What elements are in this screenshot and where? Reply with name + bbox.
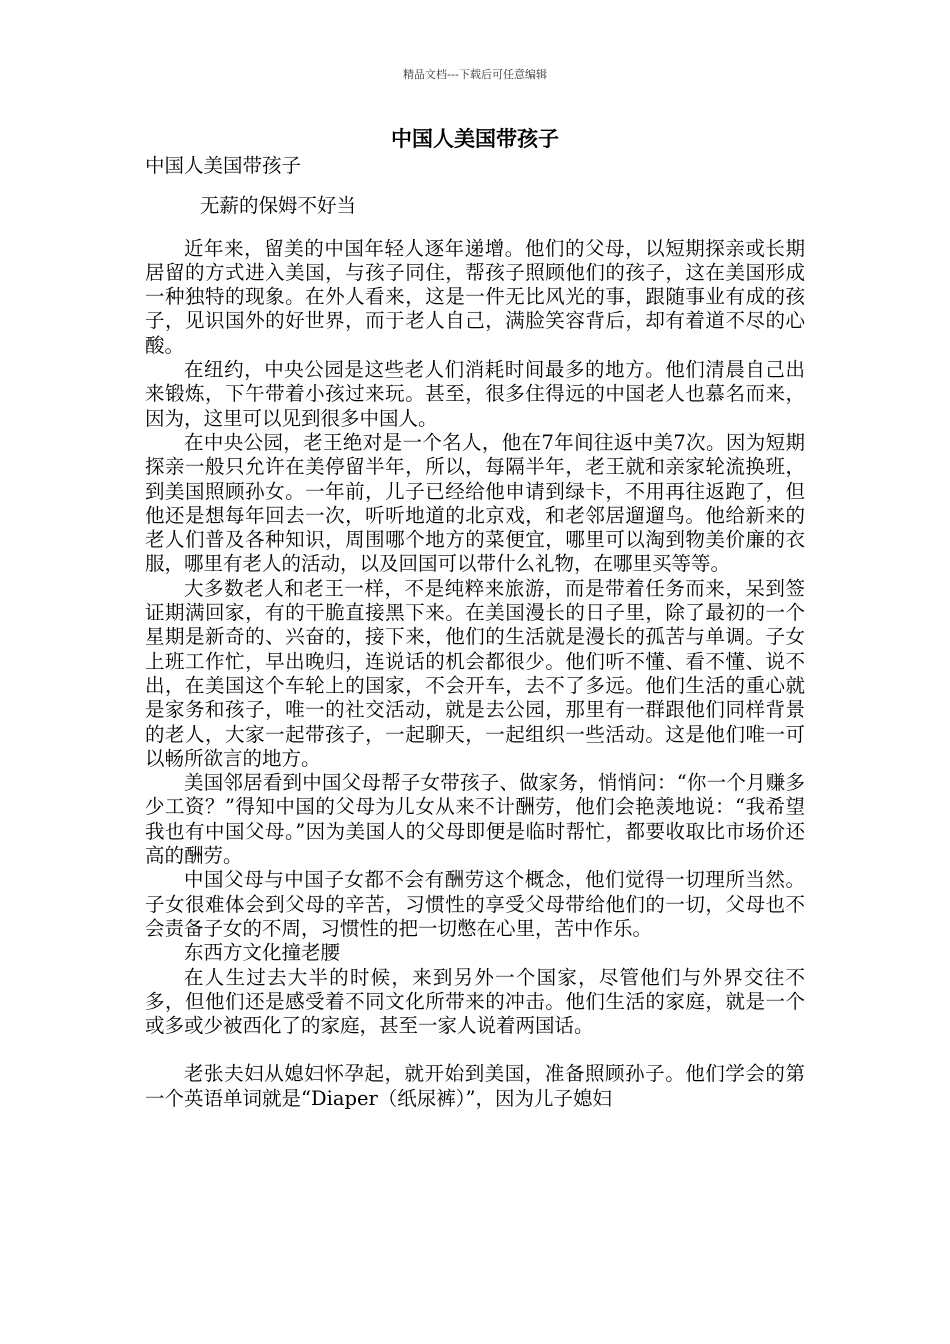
paragraph-2: 在纽约，中央公园是这些老人们消耗时间最多的地方。他们清晨自己出来锻炼，下午带着小孩过来玩。甚至，很多住得远的中国老人也慕名而来，因为，这里可以见到很多中国人。 — [145, 358, 805, 430]
page-header-note: 精品文档---下载后可任意编辑 — [403, 68, 547, 81]
paragraph-3: 在中央公园，老王绝对是一个名人，他在7年间往返中美7次。因为短期探亲一般只允许在美停留半年，所以，每隔半年，老王就和亲家轮流换班，到美国照顾孙女。一年前，儿子已经给他申请到绿卡，不用再往返跑了，但他还是想每年回去一次，听听地道的北京戏，和老邻居遛遛鸟。他给新来的老人们普及各种知识，周围哪个地方的菜便宜，哪里可以淘到物美价廉的衣服，哪里有老人的活动，以及回国可以带什么礼物，在哪里买等等。 — [145, 430, 805, 576]
paragraph-8: 老张夫妇从媳妇怀孕起，就开始到美国，准备照顾孙子。他们学会的第一个英语单词就是“Diaper（纸尿裤）”，因为儿子媳妇 — [145, 1062, 805, 1110]
document-page — [145, 124, 805, 1111]
document-title: 中国人美国带孩子 — [391, 127, 559, 151]
blank-line — [145, 1038, 805, 1062]
article-subtitle: 无薪的保姆不好当 — [200, 194, 357, 218]
document-body — [145, 154, 805, 1111]
paragraph-5: 美国邻居看到中国父母帮子女带孩子、做家务，悄悄问：“你一个月赚多少工资？”得知中国的父母为儿女从来不计酬劳，他们会艳羡地说：“我希望我也有中国父母。”因为美国人的父母即便是临时帮忙，都要收取比市场价还高的酬劳。 — [145, 771, 805, 868]
repeat-title: 中国人美国带孩子 — [145, 154, 302, 177]
paragraph-1: 近年来，留美的中国年轻人逐年递增。他们的父母，以短期探亲或长期居留的方式进入美国，与孩子同住，帮孩子照顾他们的孩子，这在美国形成一种独特的现象。在外人看来，这是一件无比风光的事，跟随事业有成的孩子，见识国外的好世界，而于老人自己，满脸笑容背后，却有着道不尽的心酸。 — [145, 236, 805, 357]
paragraph-4: 大多数老人和老王一样，不是纯粹来旅游，而是带着任务而来，呆到签证期满回家，有的干脆直接黑下来。在美国漫长的日子里，除了最初的一个星期是新奇的、兴奋的，接下来，他们的生活就是漫长的孤苦与单调。子女上班工作忙，早出晚归，连说话的机会都很少。他们听不懂、看不懂、说不出，在美国这个车轮上的国家，不会开车，去不了多远。他们生活的重心就是家务和孩子，唯一的社交活动，就是去公园，那里有一群跟他们同样背景的老人，大家一起带孩子，一起聊天，一起组织一些活动。这是他们唯一可以畅所欲言的地方。 — [145, 576, 805, 770]
paragraph-7: 在人生过去大半的时候，来到另外一个国家，尽管他们与外界交往不多，但他们还是感受着不同文化所带来的冲击。他们生活的家庭，就是一个或多或少被西化了的家庭，甚至一家人说着两国话。 — [145, 965, 805, 1038]
section-heading: 东西方文化撞老腰 — [184, 941, 341, 965]
paragraph-6: 中国父母与中国子女都不会有酬劳这个概念，他们觉得一切理所当然。子女很难体会到父母的辛苦，习惯性的享受父母带给他们的一切，父母也不会责备子女的不周，习惯性的把一切憋在心里，苦中作乐。 — [145, 868, 805, 940]
